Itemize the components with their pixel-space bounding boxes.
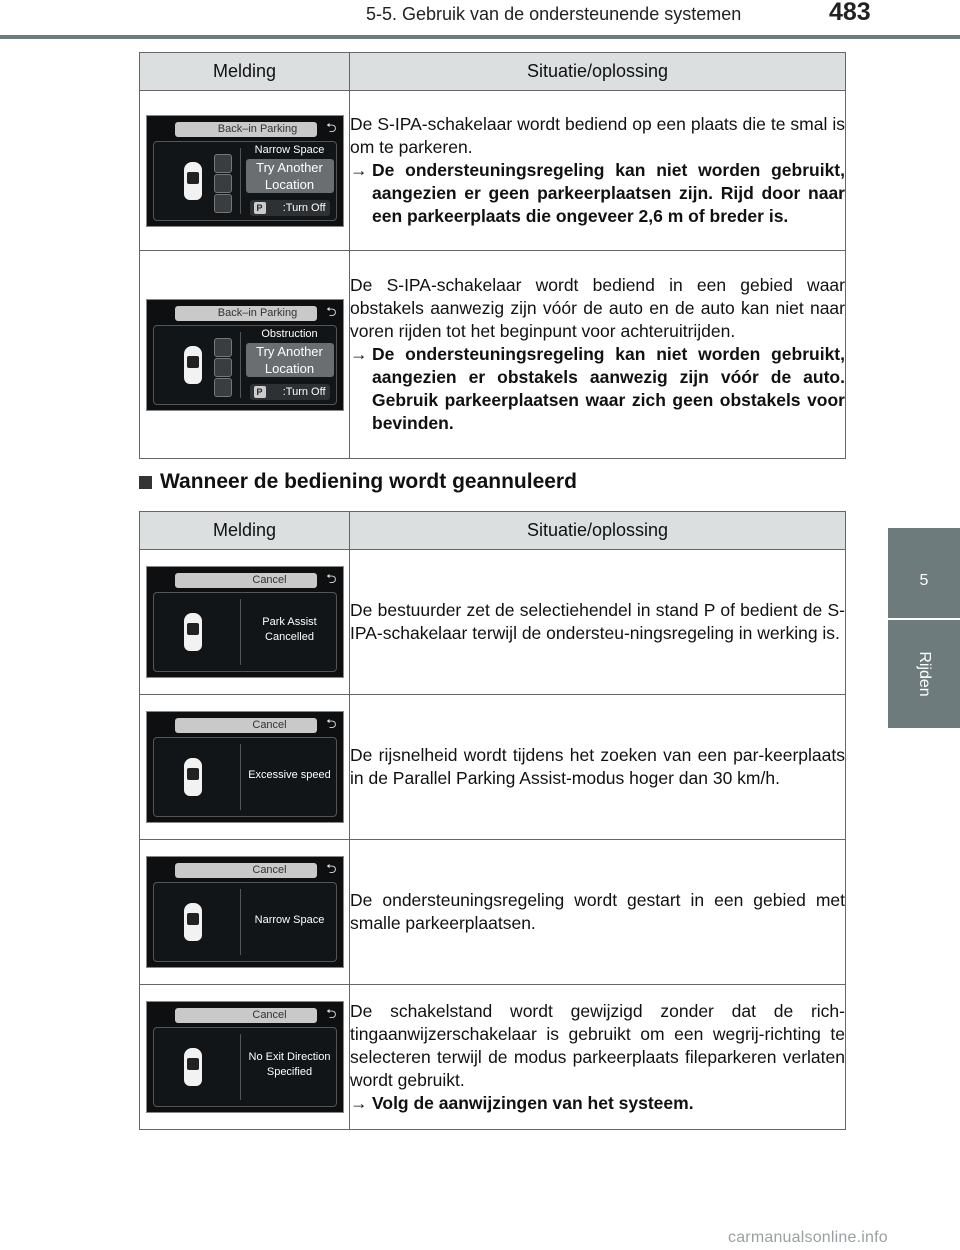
message-area <box>242 593 338 673</box>
solution <box>350 159 845 228</box>
display-screen <box>146 711 344 823</box>
chapter-tab <box>888 528 960 728</box>
turn-off-hint <box>250 384 330 400</box>
slot-icon <box>214 194 232 213</box>
situation-cell <box>350 91 846 251</box>
back-icon: ⮌ <box>326 861 337 876</box>
slot-icon <box>214 174 232 193</box>
slot-icon <box>214 338 232 357</box>
header-rule <box>0 35 960 39</box>
table-row <box>140 251 846 459</box>
chapter-label: Rijden <box>916 651 933 697</box>
parking-panel <box>153 737 337 817</box>
table-row <box>140 695 846 840</box>
column-header-situatie: Situatie/oplossing <box>350 53 846 91</box>
situation-cell <box>350 840 846 985</box>
mode-bar-label: Back–in Parking <box>217 306 298 319</box>
back-icon: ⮌ <box>326 716 337 731</box>
parking-panel <box>153 592 337 672</box>
panel-divider <box>240 332 241 398</box>
message-area <box>242 142 338 222</box>
table-header-row <box>140 53 846 91</box>
solution-text: Volg de aanwijzingen van het systeem. <box>372 1092 694 1113</box>
display-screen <box>146 856 344 968</box>
panel-divider <box>240 1034 241 1100</box>
car-icon <box>184 613 202 651</box>
table-row <box>140 550 846 695</box>
display-screen <box>146 299 344 411</box>
car-icon <box>184 162 202 200</box>
situation-text: De bestuurder zet de selectiehendel in stand P of bedient de S-IPA-schakelaar terwijl de ondersteu-ningsregeling in werking is. <box>350 600 845 643</box>
situation-cell <box>350 985 846 1130</box>
table-row <box>140 840 846 985</box>
back-icon: ⮌ <box>326 571 337 586</box>
arrow-icon: → <box>350 344 368 364</box>
car-icon <box>184 758 202 796</box>
message-screen-cell <box>140 985 350 1130</box>
message-area <box>242 326 338 406</box>
try-another-location-button <box>246 343 334 377</box>
chapter-tab-divider <box>888 618 960 620</box>
back-icon: ⮌ <box>326 303 337 319</box>
solution-text: De ondersteuningsregeling kan niet worden gebruikt, aangezien er geen parkeerplaatsen zijn. Rijd door naar een parkeerplaats die ongeveer 2,6 m of breder is. <box>372 160 845 226</box>
mode-bar-label: Cancel <box>252 864 287 876</box>
situation-cell <box>350 251 846 459</box>
situation-cell <box>350 695 846 840</box>
column-header-situatie: Situatie/oplossing <box>350 512 846 550</box>
panel-divider <box>240 148 241 214</box>
situation-text: De ondersteuningsregeling wordt gestart in een gebied met smalle parkeerplaatsen. <box>350 890 845 933</box>
arrow-icon: → <box>350 1092 368 1113</box>
mode-bar <box>175 863 317 878</box>
arrow-icon: → <box>350 160 368 180</box>
situation-text: De S-IPA-schakelaar wordt bediend in een gebied waar obstakels aanwezig zijn vóór de auto en de auto kan niet naar voren rijden tot het beginpunt voor achteruitrijden. <box>350 275 845 341</box>
mode-bar-label: Cancel <box>252 574 287 586</box>
mode-bar-label: Cancel <box>252 719 287 731</box>
cancel-reason-line: Narrow Space <box>254 914 325 926</box>
solution <box>350 343 845 435</box>
car-icon <box>184 346 202 384</box>
car-icon <box>184 903 202 941</box>
message-table-1 <box>139 52 846 459</box>
mode-bar <box>175 718 317 733</box>
table-row <box>140 91 846 251</box>
turn-off-hint <box>250 200 330 216</box>
page-header <box>0 0 960 40</box>
mode-bar-label: Back–in Parking <box>217 122 298 135</box>
mode-bar <box>175 1008 317 1023</box>
square-bullet-icon <box>139 476 152 489</box>
parking-panel <box>153 141 337 221</box>
button-line: Try Another <box>256 343 323 359</box>
page-number: 483 <box>829 0 871 26</box>
cancel-reason-line: No Exit Direction <box>248 1051 331 1063</box>
turn-off-label: :Turn Off <box>282 201 326 214</box>
display-screen <box>146 115 344 227</box>
panel-divider <box>240 744 241 810</box>
parking-panel <box>153 325 337 405</box>
section-heading <box>139 470 577 494</box>
parking-sensor-icon: P <box>254 386 266 398</box>
mode-bar <box>175 306 317 321</box>
chapter-number: 5 <box>919 572 929 589</box>
situation-cell <box>350 550 846 695</box>
turn-off-label: :Turn Off <box>282 385 326 398</box>
message-screen-cell <box>140 251 350 459</box>
cancel-reason-line: Cancelled <box>265 631 314 643</box>
parking-panel <box>153 882 337 962</box>
solution-text: De ondersteuningsregeling kan niet worden gebruikt, aangezien er obstakels aanwezig zijn vóór de auto. Gebruik parkeerplaatsen waar zich geen obstakels voor bevinden. <box>372 344 845 433</box>
message-screen-cell <box>140 91 350 251</box>
mode-bar-label: Cancel <box>252 1009 287 1021</box>
message-area <box>242 883 338 963</box>
mode-bar <box>175 122 317 137</box>
mode-bar <box>175 573 317 588</box>
button-line: Location <box>264 360 315 376</box>
back-icon: ⮌ <box>326 1006 337 1021</box>
watermark[interactable]: carmanualsonline.info <box>728 1229 888 1246</box>
car-icon <box>184 1048 202 1086</box>
back-icon: ⮌ <box>326 119 337 135</box>
panel-divider <box>240 889 241 955</box>
parking-panel <box>153 1027 337 1107</box>
situation-text: De rijsnelheid wordt tijdens het zoeken van een par-keerplaats in de Parallel Parking Assist-modus hoger dan 30 km/h. <box>350 745 845 788</box>
message-screen-cell <box>140 695 350 840</box>
slot-icon <box>214 358 232 377</box>
parking-sensor-icon: P <box>254 202 266 214</box>
button-line: Location <box>264 176 315 192</box>
status-message: Obstruction <box>261 327 318 340</box>
message-area <box>242 738 338 818</box>
table-row <box>140 985 846 1130</box>
table-header-row <box>140 512 846 550</box>
column-header-melding: Melding <box>140 512 350 550</box>
message-screen-cell <box>140 840 350 985</box>
status-message: Narrow Space <box>254 143 325 156</box>
message-screen-cell <box>140 550 350 695</box>
column-header-melding: Melding <box>140 53 350 91</box>
cancel-reason-line: Excessive speed <box>248 769 331 781</box>
display-screen <box>146 566 344 678</box>
message-area <box>242 1028 338 1108</box>
situation-text: De S-IPA-schakelaar wordt bediend op een plaats die te smal is om te parkeren. <box>350 114 845 157</box>
slot-icon <box>214 154 232 173</box>
cancel-reason-line: Park Assist <box>262 616 317 628</box>
cancel-reason-line: Specified <box>266 1066 313 1078</box>
panel-divider <box>240 599 241 665</box>
slot-icon <box>214 378 232 397</box>
section-heading-text: Wanneer de bediening wordt geannuleerd <box>160 470 577 493</box>
try-another-location-button <box>246 159 334 193</box>
message-table-2 <box>139 511 846 1130</box>
button-line: Try Another <box>256 159 323 175</box>
situation-text: De schakelstand wordt gewijzigd zonder dat de rich-tingaanwijzerschakelaar is gebruikt om een wegrij-richting te selecteren terwijl de modus parkeerplaats fileparkeren verlaten wordt gebruikt. <box>350 1000 845 1090</box>
display-screen <box>146 1001 344 1113</box>
section-title: 5-5. Gebruik van de ondersteunende systemen <box>366 4 742 24</box>
solution <box>350 1092 845 1115</box>
